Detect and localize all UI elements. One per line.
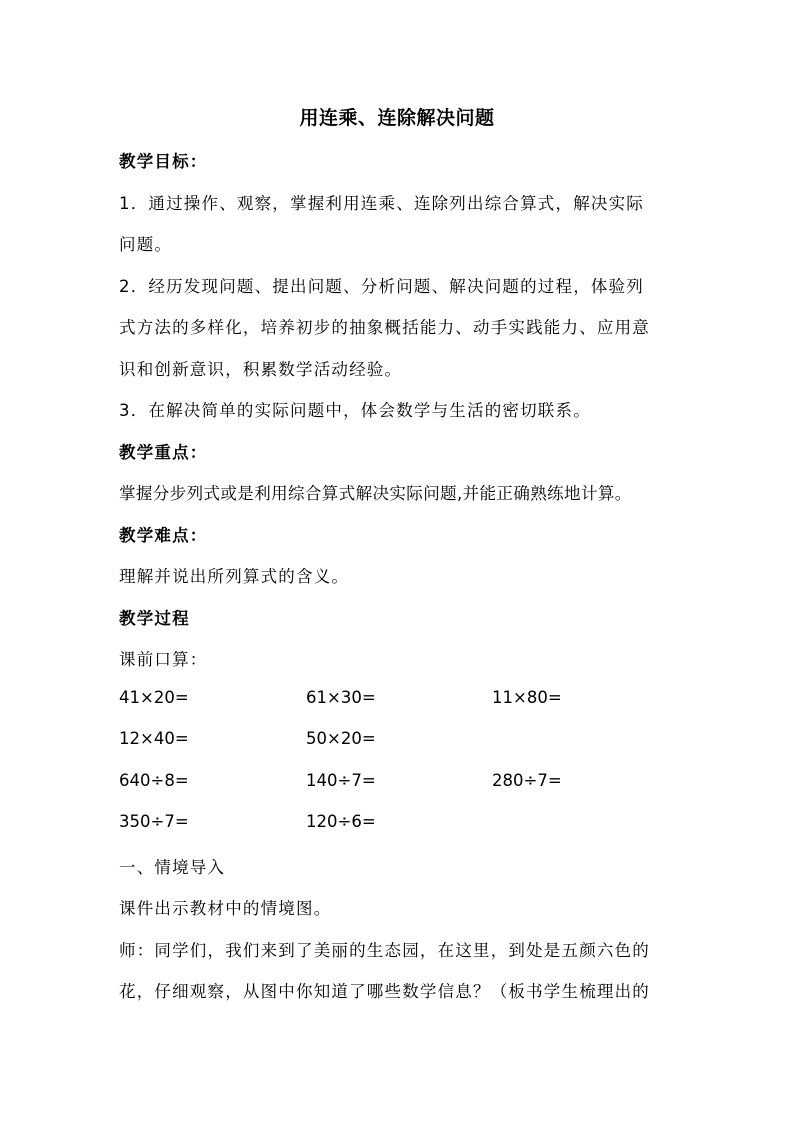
calc-item: 61×30= [306,688,376,707]
calc-item: 350÷7= [119,812,189,831]
objective-line-5: 识和创新意识，积累数学活动经验。 [119,360,403,379]
key-text: 掌握分步列式或是利用综合算式解决实际问题,并能正确熟练地计算。 [119,484,632,503]
objective-line-4: 式方法的多样化，培养初步的抽象概括能力、动手实践能力、应用意 [119,318,650,337]
calc-item: 12×40= [119,729,189,748]
difficulty-heading: 教学难点： [119,526,208,545]
section1-line-3: 花，仔细观察，从图中你知道了哪些数学信息？（板书学生梳理出的 [119,982,650,1001]
section1-line-1: 课件出示教材中的情境图。 [119,899,332,918]
calc-item: 41×20= [119,688,189,707]
key-heading: 教学重点： [119,443,208,462]
objective-line-6: 3．在解决简单的实际问题中，体会数学与生活的密切联系。 [119,401,591,420]
calc-item: 50×20= [306,729,376,748]
objective-line-1: 1．通过操作、观察，掌握利用连乘、连除列出综合算式，解决实际 [119,194,644,213]
objective-line-2: 问题。 [119,235,173,254]
calc-item: 280÷7= [492,771,562,790]
process-heading: 教学过程 [119,609,190,628]
section1-heading: 一、情境导入 [119,858,226,877]
difficulty-text: 理解并说出所列算式的含义。 [119,567,350,586]
calc-item: 11×80= [492,688,562,707]
calc-item: 140÷7= [306,771,376,790]
calc-item: 640÷8= [119,771,189,790]
objective-line-3: 2．经历发现问题、提出问题、分析问题、解决问题的过程，体验列 [119,277,644,296]
calc-item: 120÷6= [306,812,376,831]
oral-heading: 课前口算： [119,650,208,669]
document-title: 用连乘、连除解决问题 [299,107,495,129]
section1-line-2: 师：同学们，我们来到了美丽的生态园，在这里，到处是五颜六色的 [119,941,650,960]
objectives-heading: 教学目标： [119,152,208,171]
